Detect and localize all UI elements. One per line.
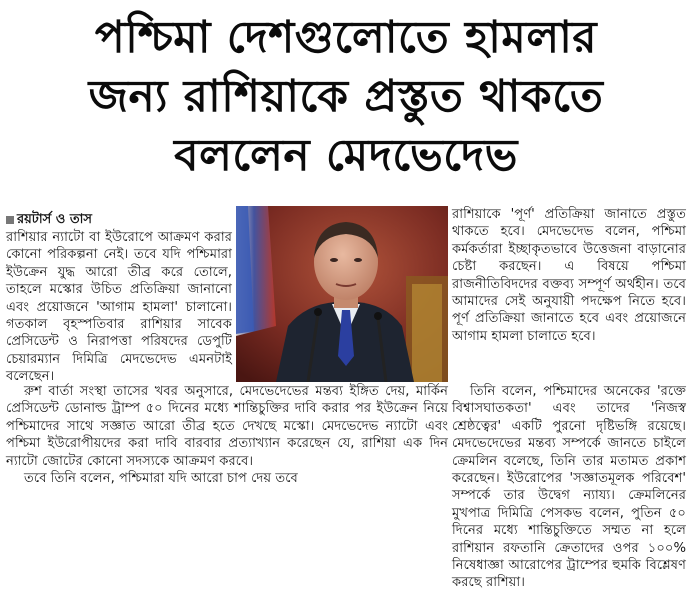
headline-line-2: জন্য রাশিয়াকে প্রস্তুত থাকতে <box>88 71 604 122</box>
left-paragraph-1: রাশিয়ার ন্যাটো বা ইউরোপে আক্রমণ করার কোনো পরিকল্পনা নেই। তবে যদি পশ্চিমারা ইউক্রেন যুদ্ধ আরো তীব্র করে তোলে, তাহলে মস্কোর উচিত প্রতিক্রিয়া জানানো এবং প্রয়োজনে 'আগাম হামলা' চালানো। গতকাল বৃহস্পতিবার রাশিয়ার সাবেক প্রেসিডেন্ট ও নিরাপত্তা পরিষদের ডেপুটি চেয়ারম্যান দিমিত্রি মেদভেদেভ এমনটাই বলেছেন। <box>6 230 232 385</box>
byline <box>6 212 232 228</box>
headline-line-3: বললেন মেদভেদেভ <box>174 130 518 181</box>
left-column <box>6 212 232 386</box>
right-column <box>452 206 686 345</box>
lower-left-column <box>6 383 448 487</box>
lower-right-paragraph-1: তিনি বলেন, পশ্চিমাদের অনেকের 'রক্তে বিশ্বাসঘাতকতা' এবং তাদের 'নিজস্ব শ্রেষ্ঠত্বের' একটি পুরনো দৃষ্টিভঙ্গি রয়েছে। মেদভেদেভের মন্তব্য সম্পর্কে জানতে চাইলে ক্রেমলিন বলেছে, তিনি তার মতামত প্রকাশ করেছেন। ইউরোপের 'সজ্ঞাতমূলক পরিবেশ' সম্পর্কে তার উদ্বেগ ন্যায্য। ক্রেমলিনের মুখপাত্র দিমিত্রি পেসকভ বলেন, পুতিন ৫০ দিনের মধ্যে শান্তিচুক্তিতে সম্মত না হলে রাশিয়ান রফতানি ক্রেতাদের ওপর ১০০% নিষেধাজ্ঞা আরোপের ট্রাম্পের হুমকি বিশ্লেষণ করছে রাশিয়া। <box>452 384 686 591</box>
right-paragraph-1: রাশিয়াকে 'পূর্ণ' প্রতিক্রিয়া জানাতে প্রস্তুত থাকতে হবে। মেদভেদেভ বলেন, পশ্চিমা কর্মকর্তারা ইচ্ছাকৃতভাবে উত্তেজনা বাড়ানোর চেষ্টা করছেন। এ বিষয়ে পশ্চিমা রাজনীতিবিদদের বক্তব্য সম্পূর্ণ অর্থহীন। তবে আমাদের সেই অনুযায়ী পদক্ষেপ নিতে হবে। পূর্ণ প্রতিক্রিয়া জানাতে হবে এবং প্রয়োজনে আগাম হামলা চালাতে হবে। <box>452 207 686 344</box>
byline-text: রয়টার্স ও তাস <box>17 212 92 227</box>
bullet-icon <box>6 216 14 224</box>
headline <box>0 8 692 185</box>
medvedev-photo <box>236 206 448 382</box>
headline-line-1: পশ্চিমা দেশগুলোতে হামলার <box>94 12 598 63</box>
lower-right-column <box>452 383 686 592</box>
lower-left-paragraph-2: তবে তিনি বলেন, পশ্চিমারা যদি আরো চাপ দেয় তবে <box>24 471 298 487</box>
news-photo <box>236 206 448 382</box>
lower-left-paragraph-1: রুশ বার্তা সংস্থা তাসের খবর অনুসারে, মেদভেদেভের মন্তব্য ইঙ্গিত দেয়, মার্কিন প্রেসিডেন্ট ডোনাল্ড ট্রাম্প ৫০ দিনের মধ্যে শান্তিচুক্তির দাবি করার পর ইউক্রেন নিয়ে পশ্চিমাদের সাথে সজ্ঞাত আরো তীব্র হতে দেখছে মস্কো। মেদভেদেভ ন্যাটো এবং পশ্চিমা ইউরোপীয়দের করা দাবি বারবার প্রত্যাখ্যান করেছেন যে, রাশিয়া এক দিন ন্যাটো জোটের কোনো সদস্যকে আক্রমণ করবে। <box>6 384 448 469</box>
